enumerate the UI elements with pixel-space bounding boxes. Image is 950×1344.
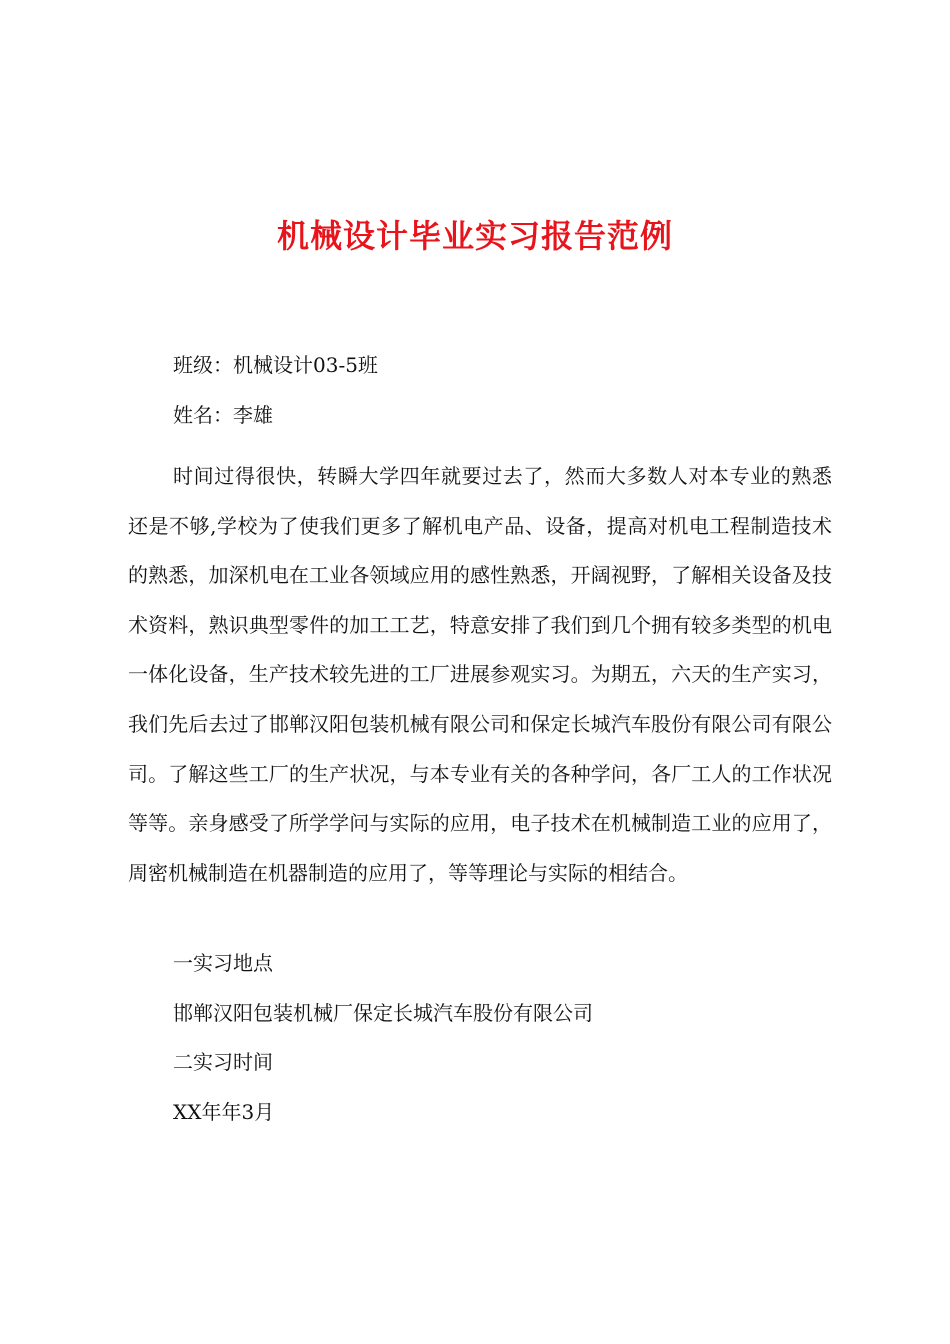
section-content-time: XX年年3月 [173,1100,275,1124]
class-line: 班级：机械设计03-5班 [173,353,378,377]
section-heading-location: 一实习地点 [173,951,273,975]
section-heading-time: 二实习时间 [173,1050,273,1074]
name-line: 姓名：李雄 [173,403,273,427]
intro-paragraph: 时间过得很快，转瞬大学四年就要过去了，然而大多数人对本专业的熟悉还是不够,学校为了使我们更多了解机电产品、设备，提高对机电工程制造技术的熟悉，加深机电在工业各领域应用的感性熟悉，开阔视野，了解相关设备及技术资料，熟识典型零件的加工工艺，特意安排了我们到几个拥有较多类型的机电一体化设备，生产技术较先进的工厂进展参观实习。为期五，六天的生产实习，我们先后去过了邯郸汉阳包装机械有限公司和保定长城汽车股份有限公司有限公司。了解这些工厂的生产状况，与本专业有关的各种学问，各厂工人的工作状况等等。亲身感受了所学学问与实际的应用，电子技术在机械制造工业的应用了，周密机械制造在机器制造的应用了，等等理论与实际的相结合。 [128,464,832,885]
section-content-location: 邯郸汉阳包装机械厂保定长城汽车股份有限公司 [173,1001,593,1025]
document-title: 机械设计毕业实习报告范例 [276,217,673,255]
